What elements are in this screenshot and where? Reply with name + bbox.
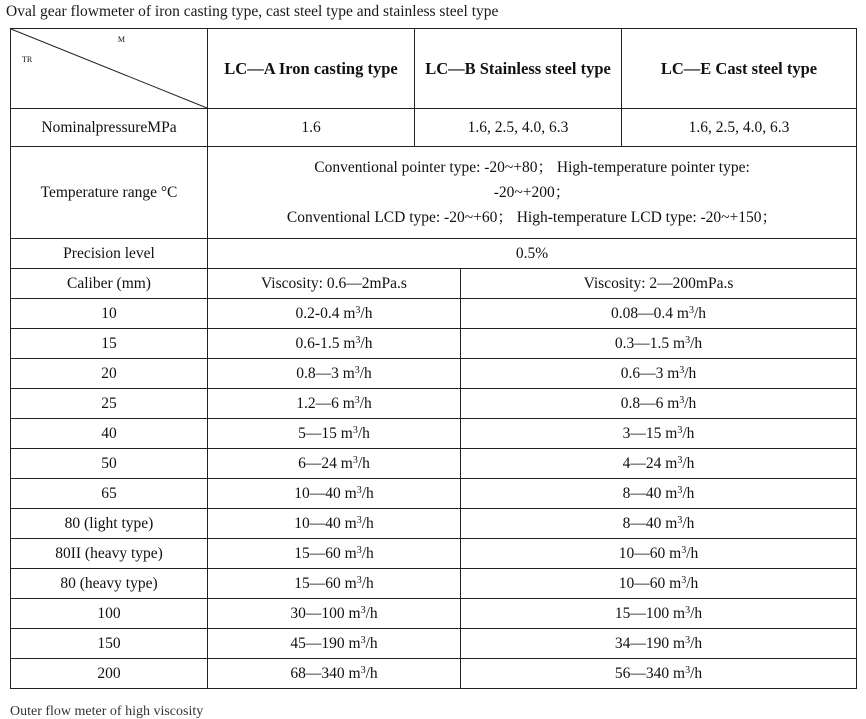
caliber-value: 10 <box>11 299 208 329</box>
caliber-header-row <box>11 269 857 299</box>
flow-unit-per: /h <box>360 304 373 322</box>
flow-range-low <box>208 659 461 689</box>
caliber-row <box>11 449 857 479</box>
caliber-row <box>11 329 857 359</box>
header-corner-cell <box>11 29 208 109</box>
flow-unit-base: m <box>667 364 680 382</box>
flow-unit-base: m <box>344 484 357 502</box>
flow-unit-exponent: 3 <box>677 454 683 466</box>
caliber-row <box>11 509 857 539</box>
flow-value: 3—15 <box>622 424 662 442</box>
caliber-row <box>11 299 857 329</box>
flow-value: 10—40 <box>294 514 341 532</box>
flow-range-low <box>208 539 461 569</box>
temperature-row <box>11 147 857 239</box>
precision-row <box>11 239 857 269</box>
flow-value: 15—100 <box>614 604 670 622</box>
flow-unit-base: m <box>673 604 686 622</box>
flow-unit-base: m <box>665 514 678 532</box>
table-caption: Oval gear flowmeter of iron casting type, cast steel type and stainless steel type <box>6 3 499 20</box>
flow-unit-base: m <box>340 454 353 472</box>
flow-unit-base: m <box>342 364 355 382</box>
flow-unit-per: /h <box>686 544 699 562</box>
corner-top-label: M <box>117 35 125 44</box>
flow-unit-per: /h <box>365 604 378 622</box>
flow-unit-base: m <box>340 424 353 442</box>
flow-unit-per: /h <box>360 334 373 352</box>
flow-value: 6—24 <box>298 454 337 472</box>
caliber-value: 80II (heavy type) <box>11 539 208 569</box>
flow-unit-exponent: 3 <box>677 424 683 436</box>
flow-unit-per: /h <box>684 394 697 412</box>
flow-unit-per: /h <box>357 454 370 472</box>
flow-value: 10—60 <box>618 544 666 562</box>
flow-unit-base: m <box>343 304 356 322</box>
spec-table-body <box>11 29 857 689</box>
flow-unit-exponent: 3 <box>356 544 362 556</box>
caliber-row <box>11 479 857 509</box>
flow-unit-per: /h <box>357 424 370 442</box>
flow-unit-base: m <box>673 664 686 682</box>
flow-unit-per: /h <box>361 484 374 502</box>
flow-value: 10—60 <box>618 574 666 592</box>
flow-value: 15—60 <box>294 574 341 592</box>
flow-unit-base: m <box>667 394 680 412</box>
flow-unit-base: m <box>348 634 361 652</box>
caliber-row <box>11 569 857 599</box>
flow-unit-exponent: 3 <box>679 364 685 376</box>
flow-unit-per: /h <box>684 364 697 382</box>
flow-unit-per: /h <box>686 574 699 592</box>
caliber-value: 80 (light type) <box>11 509 208 539</box>
caliber-value: 20 <box>11 359 208 389</box>
flow-unit-base: m <box>665 424 678 442</box>
flow-unit-per: /h <box>690 334 703 352</box>
pressure-value-b: 1.6, 2.5, 4.0, 6.3 <box>415 109 622 147</box>
flow-unit-base: m <box>673 634 686 652</box>
flow-unit-exponent: 3 <box>360 664 366 676</box>
flow-range-low <box>208 629 461 659</box>
flow-unit-exponent: 3 <box>688 304 694 316</box>
flow-range-high <box>461 389 857 419</box>
flow-value: 10—40 <box>294 484 341 502</box>
flow-value: 5—15 <box>298 424 337 442</box>
flow-range-high <box>461 299 857 329</box>
caliber-value: 150 <box>11 629 208 659</box>
caliber-value: 80 (heavy type) <box>11 569 208 599</box>
flow-unit-base: m <box>665 484 678 502</box>
spec-table <box>10 28 857 689</box>
flow-unit-base: m <box>669 574 682 592</box>
pressure-value-e: 1.6, 2.5, 4.0, 6.3 <box>622 109 857 147</box>
flow-unit-per: /h <box>359 364 372 382</box>
flow-unit-exponent: 3 <box>356 484 362 496</box>
flow-range-high <box>461 539 857 569</box>
flow-range-high <box>461 419 857 449</box>
caliber-value: 65 <box>11 479 208 509</box>
caliber-row <box>11 419 857 449</box>
flow-unit-per: /h <box>682 454 695 472</box>
flow-range-high <box>461 629 857 659</box>
viscosity-low-header: Viscosity: 0.6—2mPa.s <box>208 269 461 299</box>
flow-range-low <box>208 329 461 359</box>
flow-unit-base: m <box>665 454 678 472</box>
caliber-value: 15 <box>11 329 208 359</box>
flow-unit-exponent: 3 <box>685 334 691 346</box>
flow-unit-per: /h <box>693 304 706 322</box>
corner-diagonal-line <box>11 29 207 108</box>
flow-range-high <box>461 449 857 479</box>
flow-value: 0.08—0.4 <box>611 304 673 322</box>
flow-range-high <box>461 479 857 509</box>
flow-unit-exponent: 3 <box>677 484 683 496</box>
header-col-e: LC—E Cast steel type <box>622 29 857 109</box>
flow-unit-base: m <box>669 544 682 562</box>
flow-value: 45—190 <box>290 634 345 652</box>
flow-unit-exponent: 3 <box>360 604 366 616</box>
flow-unit-exponent: 3 <box>685 664 691 676</box>
flow-unit-per: /h <box>361 514 374 532</box>
temperature-value <box>208 147 857 239</box>
flow-unit-base: m <box>348 664 361 682</box>
caliber-value: 50 <box>11 449 208 479</box>
flow-unit-per: /h <box>361 574 374 592</box>
flow-unit-per: /h <box>361 544 374 562</box>
flow-unit-base: m <box>673 334 686 352</box>
flow-unit-exponent: 3 <box>356 574 362 586</box>
caliber-row <box>11 629 857 659</box>
flow-value: 8—40 <box>622 484 662 502</box>
flow-unit-exponent: 3 <box>355 334 361 346</box>
flow-unit-per: /h <box>682 424 695 442</box>
flow-value: 0.8—6 <box>620 394 664 412</box>
flow-value: 56—340 <box>614 664 670 682</box>
flow-range-low <box>208 509 461 539</box>
flow-unit-exponent: 3 <box>681 574 687 586</box>
flow-range-high <box>461 659 857 689</box>
flow-range-high <box>461 359 857 389</box>
caliber-row <box>11 539 857 569</box>
flow-range-low <box>208 599 461 629</box>
flow-unit-exponent: 3 <box>679 394 685 406</box>
flow-unit-base: m <box>344 574 357 592</box>
flow-range-low <box>208 419 461 449</box>
flow-range-high <box>461 329 857 359</box>
flow-unit-exponent: 3 <box>685 634 691 646</box>
corner-bottom-label: TR <box>22 55 33 64</box>
flow-unit-exponent: 3 <box>352 454 358 466</box>
flow-value: 0.8—3 <box>296 364 339 382</box>
flow-unit-base: m <box>344 544 357 562</box>
flow-value: 34—190 <box>614 634 670 652</box>
flow-unit-exponent: 3 <box>677 514 683 526</box>
flow-unit-base: m <box>676 304 689 322</box>
flow-unit-per: /h <box>365 664 378 682</box>
flow-value: 0.6—3 <box>620 364 664 382</box>
flow-range-low <box>208 479 461 509</box>
flow-range-high <box>461 599 857 629</box>
flow-unit-per: /h <box>682 484 695 502</box>
flow-unit-per: /h <box>690 664 703 682</box>
flow-unit-per: /h <box>690 604 703 622</box>
flow-range-low <box>208 389 461 419</box>
flow-unit-base: m <box>344 514 357 532</box>
pressure-row <box>11 109 857 147</box>
flow-unit-exponent: 3 <box>360 634 366 646</box>
caliber-row <box>11 359 857 389</box>
flow-value: 68—340 <box>290 664 345 682</box>
caliber-row <box>11 599 857 629</box>
flow-unit-per: /h <box>359 394 372 412</box>
footer-fragment-text: Outer flow meter of high viscosity <box>10 704 204 719</box>
viscosity-high-header: Viscosity: 2—200mPa.s <box>461 269 857 299</box>
flow-value: 8—40 <box>622 514 662 532</box>
caliber-row <box>11 389 857 419</box>
flow-range-low <box>208 569 461 599</box>
temperature-line-1: Conventional pointer type: -20~+80； High-temperature pointer type: <box>314 159 750 176</box>
pressure-value-a: 1.6 <box>208 109 415 147</box>
flow-range-low <box>208 449 461 479</box>
temperature-label: Temperature range °C <box>11 147 208 239</box>
header-col-b: LC—B Stainless steel type <box>415 29 622 109</box>
flow-unit-per: /h <box>682 514 695 532</box>
caliber-value: 200 <box>11 659 208 689</box>
flow-unit-exponent: 3 <box>352 424 358 436</box>
flow-unit-exponent: 3 <box>681 544 687 556</box>
caliber-value: 100 <box>11 599 208 629</box>
caliber-row <box>11 659 857 689</box>
flow-value: 15—60 <box>294 544 341 562</box>
flow-value: 30—100 <box>290 604 345 622</box>
caliber-value: 25 <box>11 389 208 419</box>
flow-range-high <box>461 509 857 539</box>
temperature-line-3: Conventional LCD type: -20~+60； High-temperature LCD type: -20~+150； <box>286 209 778 226</box>
flow-value: 0.2-0.4 <box>295 304 340 322</box>
header-col-a: LC—A Iron casting type <box>208 29 415 109</box>
precision-value: 0.5% <box>208 239 857 269</box>
flow-range-high <box>461 569 857 599</box>
flow-value: 1.2—6 <box>296 394 339 412</box>
pressure-label: NominalpressureMPa <box>11 109 208 147</box>
flow-value: 4—24 <box>622 454 662 472</box>
header-row <box>11 29 857 109</box>
caliber-header-label: Caliber (mm) <box>11 269 208 299</box>
flow-unit-base: m <box>348 604 361 622</box>
flow-range-low <box>208 359 461 389</box>
flow-unit-exponent: 3 <box>685 604 691 616</box>
flow-unit-exponent: 3 <box>356 514 362 526</box>
precision-label: Precision level <box>11 239 208 269</box>
flow-unit-per: /h <box>690 634 703 652</box>
flow-value: 0.3—1.5 <box>614 334 670 352</box>
footer-fragment <box>10 704 270 719</box>
flow-value: 0.6-1.5 <box>295 334 340 352</box>
flow-unit-per: /h <box>365 634 378 652</box>
temperature-line-2: -20~+200； <box>493 184 571 201</box>
caliber-value: 40 <box>11 419 208 449</box>
flow-unit-base: m <box>343 334 356 352</box>
flow-unit-exponent: 3 <box>355 304 361 316</box>
flow-unit-base: m <box>342 394 355 412</box>
flow-unit-exponent: 3 <box>354 394 360 406</box>
flow-unit-exponent: 3 <box>354 364 360 376</box>
flow-range-low <box>208 299 461 329</box>
